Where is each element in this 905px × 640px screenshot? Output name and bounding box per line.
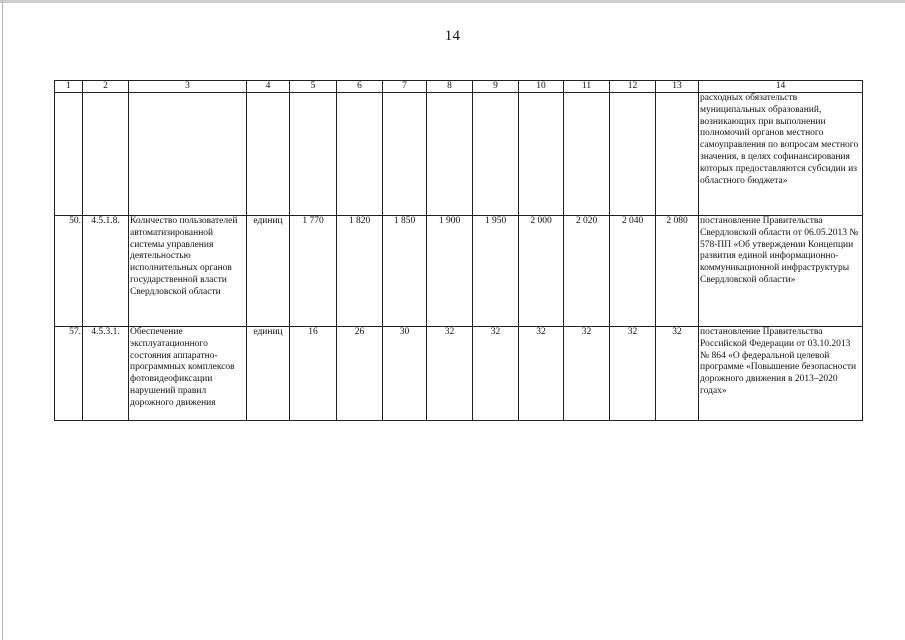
- source-document: постановление Правительства Российской Федерации от 03.10.2013 № 864 «О федеральной целевой программе «Повышение безопасности дорожного движения в 2013–2020 годах»: [699, 327, 863, 421]
- row-code: 4.5.3.1.: [83, 327, 129, 421]
- value-cell: 1 770: [290, 216, 337, 327]
- row-number: 57.: [55, 327, 83, 421]
- value-cell: [610, 93, 656, 216]
- value-cell: 32: [473, 327, 519, 421]
- unit: [247, 93, 290, 216]
- table-header-row: [55, 81, 863, 93]
- column-header: 1: [55, 81, 83, 93]
- column-header: 14: [699, 81, 863, 93]
- row-number: 50.: [55, 216, 83, 327]
- column-header: 13: [656, 81, 699, 93]
- value-cell: 30: [383, 327, 427, 421]
- value-cell: 16: [290, 327, 337, 421]
- column-header: 8: [427, 81, 473, 93]
- unit: единиц: [247, 327, 290, 421]
- column-header: 9: [473, 81, 519, 93]
- value-cell: 2 040: [610, 216, 656, 327]
- value-cell: [290, 93, 337, 216]
- value-cell: [656, 93, 699, 216]
- column-header: 7: [383, 81, 427, 93]
- value-cell: 2 000: [519, 216, 564, 327]
- column-header: 2: [83, 81, 129, 93]
- value-cell: 1 820: [337, 216, 383, 327]
- row-code: 4.5.1.8.: [83, 216, 129, 327]
- row-code: [83, 93, 129, 216]
- value-cell: [383, 93, 427, 216]
- value-cell: 1 900: [427, 216, 473, 327]
- column-header: 10: [519, 81, 564, 93]
- value-cell: 1 950: [473, 216, 519, 327]
- page-number: 14: [444, 28, 461, 44]
- value-cell: 32: [610, 327, 656, 421]
- value-cell: 2 020: [564, 216, 610, 327]
- scan-top-edge: [0, 0, 905, 3]
- column-header: 6: [337, 81, 383, 93]
- indicator-name: [129, 93, 247, 216]
- column-header: 5: [290, 81, 337, 93]
- data-table: [54, 80, 863, 421]
- indicator-name: Количество пользователей автоматизированной системы управления деятельностью исполнительных органов государственной власти Свердловской области: [129, 216, 247, 327]
- unit: единиц: [247, 216, 290, 327]
- value-cell: [519, 93, 564, 216]
- value-cell: 32: [564, 327, 610, 421]
- scan-left-edge: [2, 0, 3, 640]
- value-cell: 32: [656, 327, 699, 421]
- value-cell: 2 080: [656, 216, 699, 327]
- value-cell: 32: [519, 327, 564, 421]
- table-row: [55, 93, 863, 216]
- value-cell: [564, 93, 610, 216]
- table-row: [55, 327, 863, 421]
- value-cell: [427, 93, 473, 216]
- table-row: [55, 216, 863, 327]
- value-cell: 26: [337, 327, 383, 421]
- column-header: 3: [129, 81, 247, 93]
- value-cell: [473, 93, 519, 216]
- column-header: 4: [247, 81, 290, 93]
- source-document: расходных обязательств муниципальных образований, возникающих при выполнении полномочий органов местного самоуправления по вопросам местного значения, в целях софинансирования которых предоставляются субсидии из областного бюджета»: [699, 93, 863, 216]
- value-cell: 32: [427, 327, 473, 421]
- source-document: постановление Правительства Свердловской области от 06.05.2013 № 578-ПП «Об утверждении Концепции развития единой информационно-коммуникационной инфраструктуры Свердловской области»: [699, 216, 863, 327]
- value-cell: 1 850: [383, 216, 427, 327]
- row-number: [55, 93, 83, 216]
- column-header: 12: [610, 81, 656, 93]
- indicator-name: Обеспечение эксплуатационного состояния аппаратно-программных комплексов фотовидеофиксации нарушений правил дорожного движения: [129, 327, 247, 421]
- value-cell: [337, 93, 383, 216]
- column-header: 11: [564, 81, 610, 93]
